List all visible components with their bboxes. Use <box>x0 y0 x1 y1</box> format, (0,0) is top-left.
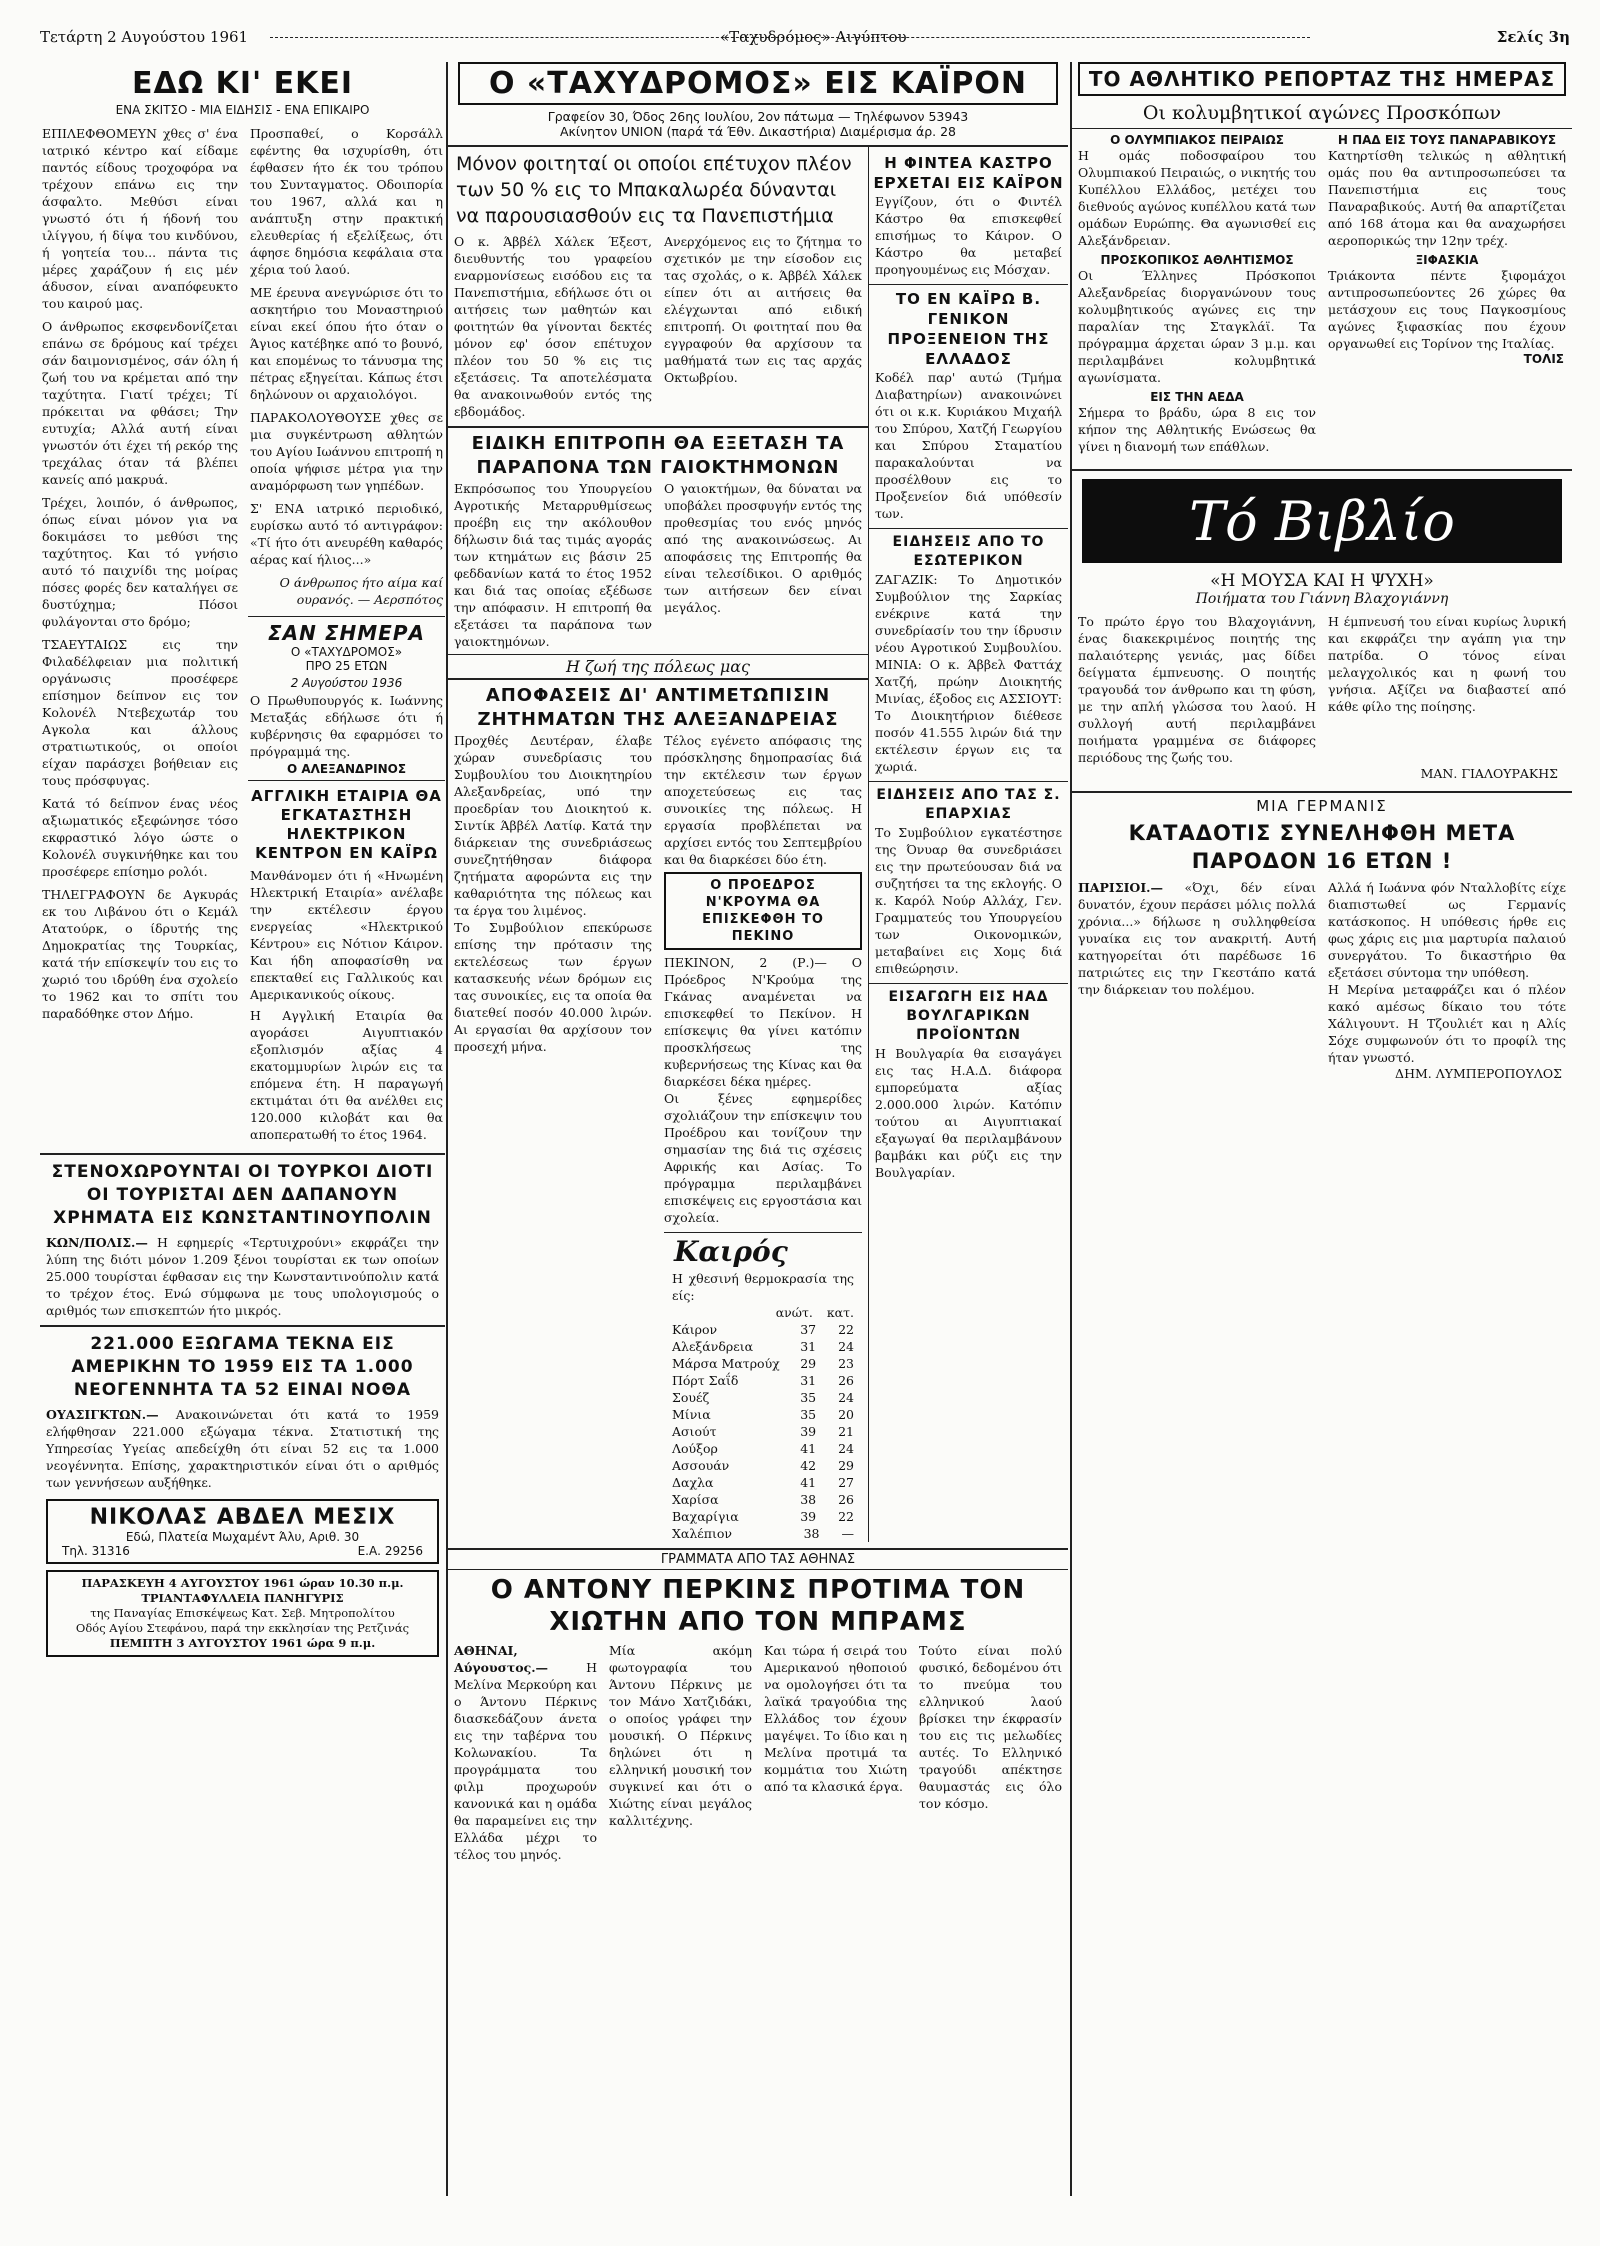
weather-row <box>672 1406 854 1423</box>
weather-values <box>800 1423 854 1440</box>
weather-max: 38 <box>800 1492 817 1507</box>
perkins-col4 <box>913 1642 1068 1863</box>
consul-heading: ΤΟ ΕΝ ΚΑΪΡΩ Β. ΓΕΝΙΚΟΝ ΠΡΟΞΕΝΕΙΟΝ ΤΗΣ ΕΛΛΑΔΟΣ <box>869 284 1068 369</box>
lead-text2: Ανερχόμενος εις το ζήτημα το σχετικόν με την είσοδον εις τας σχολάς, ο κ. Άββέλ Χάλεκ είπεν ότι αι αιτήσεις θα ελέγχωνται από ειδική επιτροπή. Οι φοιτηταί που θα εγγραφούν θα αρχίσουν τα μαθήματά των εις τας αρχάς Οκτωβρίου. <box>664 234 862 385</box>
sec3-text: Τριάκοντα πέντε ξιφομάχοι αντιπροσωπεύοντες 26 χώρες θα μετάσχουν εις τους Παγκοσμίους αγώνες ξιφασκίας που έχουν οργανωθεί εις Τορίνον της Ιταλίας. <box>1328 268 1566 351</box>
weather-max: 39 <box>800 1424 817 1439</box>
book-subtitle: Ποιήματα του Γιάννη Βλαχογιάννη <box>1195 591 1449 607</box>
weather-min: 29 <box>838 1458 854 1473</box>
col1-p5: Κατά τό δείπνον ένας νέος αξιωματικός εξεφώνησε τόσο εκφραστικό λόγο ώστε ο Κολονέλ συγκινήθηκε και του προσέφερε επίσημο ρολόι. <box>42 796 238 879</box>
col2-title: Ο «ΤΑΧΥΔΡΟΜΟΣ» ΕΙΣ ΚΑΪΡΟΝ <box>458 62 1058 105</box>
weather-values <box>800 1389 854 1406</box>
weather-city: Λούξορ <box>672 1441 718 1456</box>
comm-article <box>448 426 868 650</box>
weather-min: 21 <box>838 1424 854 1439</box>
perkins-p1 <box>454 1642 597 1863</box>
weather-intro: Η χθεσινή θερμοκρασία της είς: <box>672 1271 854 1303</box>
weather-city: Ασσουάν <box>672 1458 730 1473</box>
col2-upper <box>448 145 1068 1542</box>
weather-city: Σουέζ <box>672 1390 710 1405</box>
weather-values <box>800 1406 854 1423</box>
prov-text: Το Συμβούλιον εγκατέστησε της Όνυαρ θα συνεδριάσει εις την πρωτεύουσαν διά να συζητήσει τα της εκλογής. Ο κ. Καρόλ Νούρ Αλλάχ, Γεν. Γραμματεύς του Υπουργείου των Οικονομικών, μεταβαίνει εις Χομς διά επιθεώρησιν. <box>875 825 1062 976</box>
sport-body <box>1072 129 1572 455</box>
sport-report-heading: ΤΟ ΑΘΛΗΤΙΚΟ ΡΕΠΟΡΤΑΖ ΤΗΣ ΗΜΕΡΑΣ <box>1078 62 1566 96</box>
event-line1: ΠΑΡΑΣΚΕΥΗ 4 ΑΥΓΟΥΣΤΟΥ 1961 ώραν 10.30 π.μ. <box>81 1576 404 1590</box>
col1-p1: ΕΠΙΛΕΦΘΟΜΕΥΝ χθες σ' ένα ιατρικό κέντρο καί είδαμε παντός είδους τροχοφόρα να τρέχουν επάνω εις την άσφαλτο. Μεθύσι είναι γνωστό ότι ή ήδονή του ιλίγγου, ή δίψα του κινδύνου, ή γοητεία του... πάντα τις μέρες χαράζουν ή εις μέν άδυσον, είναι αναπόφευκτο του καιρού μας. <box>42 126 238 311</box>
sec1b-text: Οι Έλληνες Πρόσκοποι Αλεξανδρείας διοργανώνουν τους κολυμβητικούς αγώνες εις την παραλίαν της Σταγκλάϊ. Τα πρόγραμμα άρχεται ώραν 3 μ.μ. και περιλαμβάνει κολυμβητικά αγωνίσματα. <box>1078 268 1316 385</box>
weather-row <box>672 1474 854 1491</box>
germany-p1 <box>1078 879 1316 998</box>
col1-two-columns <box>40 125 445 1147</box>
weather-row <box>672 1491 854 1508</box>
weather-row <box>672 1423 854 1440</box>
germany-heading: ΚΑΤΑΔΟΤΙΣ ΣΥΝΕΛΗΦΘΗ ΜΕΤΑ ΠΑΡΟΔΟΝ 16 ΕΤΩΝ ! <box>1128 821 1516 873</box>
germany-text3: Η Μερίνα μεταφράζει και ό πλέον κακό αμέσως δίκαιο του τότε Χάλιγουντ. Η Τζουλιέτ και η Αλίς Σόχε συμφωνούν ότι το προφίλ της ήταν γνωστό. <box>1328 982 1566 1065</box>
fintea-heading: Η ΦΙΝΤΕΑ ΚΑΣΤΡΟ ΕΡΧΕΤΑΙ ΕΙΣ ΚΑΪΡΟΝ <box>873 154 1064 192</box>
col1-p9: ΠΑΡΑΚΟΛΟΥΘΟΥΣΕ χθες σε μια συγκέντρωση αθλητών του Αγίου Ιωάννου επιτροπή η οποία ψήφισε μέτρα για την αναμόρφωση των γηπέδων. <box>250 410 443 493</box>
col-a-text: Τέλος εγένετο απόφασις της πρόσκλησης δημοπρασίας διά την εκτέλεσιν των έργων αποχετεύσεως εις τας συνοικίες της πόλεως. Η εργασία προβλέπεται να αρχίσει εντός του Σεπτεμβρίου και θα διαρκέσει δύο έτη. <box>664 733 862 867</box>
perkins-col1 <box>448 1642 603 1863</box>
lead-text: Ο κ. Άββέλ Χάλεκ Έξεστ, διευθυντής του γραφείου εναρμονίσεως εισόδου εις τα Πανεπιστήμια, εδήλωσε ότι οι αιτήσεις των μαθητών και φοιτητών θα γίνονται δεκτές μόνον εφ' όσον επέτυχον πλέον του 50 % εις τις εξετάσεις. Τα αποτελέσματα θα ανακοινωθούν εντός της εβδομάδος. <box>454 234 652 419</box>
today-sub1: Ο «ΤΑΧΥΔΡΟΜΟΣ» <box>290 645 403 659</box>
col1-p11: Ο άνθρωπος ήτο αίμα καί ουρανός. — Αερσπότος <box>279 575 443 607</box>
weather-min: 22 <box>838 1322 854 1337</box>
col1-p8: ΜΕ έρευνα ανεγνώρισε ότι το ασκητήριο του Μοναστηριού είναι εκεί όπου ήτο όταν ο Άγιος κατέβηκε από το βουνό, και επομένως το τάνυσμα της πέτρας εξηγείται. Κάπως έτσι δηλώνουν οι αρχαιολόγοι. <box>250 285 443 402</box>
sec1c-heading: ΕΙΣ ΤΗΝ ΑΕΔΑ <box>1150 390 1244 404</box>
alex-body <box>448 732 868 1542</box>
perkins-col3 <box>758 1642 913 1863</box>
col1-p6: ΤΗΛΕΓΡΑΦΟΥΝ δε Αγκυράς εκ του Λιβάνου ότι ο Κεμάλ Ατατούρκ, ο ίδρυτής της Δημοκρατίας της Τουρκίας, κατά τήν επίσκεψίν του εις το χωριό του ιδρύθη ένα σχολείο το 1962 και το σπίτι του παραδόθηκε στον Δήμο. <box>42 887 238 1021</box>
book-text2: Η έμπνευσή του είναι κυρίως λυρική και εκφράζει την αγάπη για την πατρίδα. Ο τόνος είναι μελαγχολικός και η φωνή του γνήσια. Αξίζει να διαβαστεί από κάθε φίλο της ποίησης. <box>1328 614 1566 714</box>
bulg-heading: ΕΙΣΑΓΩΓΗ ΕΙΣ ΗΑΔ ΒΟΥΛΓΑΡΙΚΩΝ ΠΡΟΪΟΝΤΩΝ <box>869 983 1068 1045</box>
germany-left <box>1072 879 1322 1066</box>
col1-p10: Σ' ΕΝΑ ιατρικό περιοδικό, ευρίσκω αυτό τό αντιγράφον: «Τί ήτο ότι ανευρέθη καθαρός αέρας καί ήλιος...» <box>250 501 443 567</box>
prov-heading: ΕΙΔΗΣΕΙΣ ΑΠΟ ΤΑΣ Σ. ΕΠΑΡΧΙΑΣ <box>869 781 1068 824</box>
weather-city: Χαρίσα <box>672 1492 719 1507</box>
perkins-text3: Και τώρα ή σειρά του Αμερικανού ηθοποιού να ομολογήσει ότι τα λαϊκά τραγούδια της Ελλάδος τον έχουν μαγέψει. Το ίδιο και η Μελίνα προτιμά τα κομμάτια του Χιώτη από τα κλασικά έργα. <box>764 1643 907 1794</box>
weather-row <box>672 1321 854 1338</box>
weather-values <box>800 1508 854 1525</box>
tourists-heading: ΣΤΕΝΟΧΩΡΟΥΝΤΑΙ ΟΙ ΤΟΥΡΚΟΙ ΔΙΟΤΙ ΟΙ ΤΟΥΡΙΣΤΑΙ ΔΕΝ ΔΑΠΑΝΟΥΝ ΧΡΗΜΑΤΑ ΕΙΣ ΚΩΝΣΤΑΝΤΙΝΟΥΠΟΛΙΝ <box>51 1162 434 1228</box>
weather-header-row <box>672 1304 854 1321</box>
bulg-text: Η Βουλγαρία θα εισαγάγει εις τας Η.Α.Δ. διάφορα εμπορεύματα αξίας 2.000.000 λιρών. Κατόπιν τούτου αι Αιγυπτιακαί εξαγωγαί θα περιλαμβάνουν βαμβάκι και ρύζι εις την Βουλγαρίαν. <box>875 1046 1062 1180</box>
weather-city: Βαχαρίγια <box>672 1509 739 1524</box>
fintea-text: Εγγίζουν, ότι ο Φιντέλ Κάστρο θα επισκεφθεί επισήμως το Κάιρον. Ο Κάστρο θα μεταβεί προηγουμένως εις Μόσχαν. <box>875 194 1062 277</box>
perkins-col2 <box>603 1642 758 1863</box>
weather-row <box>672 1372 854 1389</box>
col2-upper-right <box>869 147 1068 1542</box>
event-line4: Οδός Αγίου Στεφάνου, παρά την εκκλησίαν της Ρετζινάς <box>75 1621 410 1635</box>
event-line5: ΠΕΜΠΤΗ 3 ΑΥΓΟΥΣΤΟΥ 1961 ώρα 9 π.μ. <box>109 1636 376 1650</box>
weather-min: 24 <box>838 1339 854 1354</box>
book-text: Το πρώτο έργο του Βλαχογιάννη, ένας διακεκριμένος ποιητής της παλαιότερης γενιάς, μας δίδει δείγματα έμπνευσης. Ο ποιητής τραγουδά τον άνθρωπο και τη φύση, με την απλή γλώσσα του λαού. Η συλλογή αυτή περιλαμβάνει ποιήματα γραμμένα σε διάφορες περιόδους της ζωής του. <box>1078 614 1316 765</box>
weather-min: 23 <box>838 1356 854 1371</box>
germany-place: ΠΑΡΙΣΙΟΙ.— <box>1078 880 1164 895</box>
header-paper-name: «Ταχυδρόμος» Αιγύπτου <box>720 28 907 46</box>
weather-max: 38 <box>803 1526 820 1541</box>
nkrumah-heading: Ο ΠΡΟΕΔΡΟΣ Ν'ΚΡΟΥΜΑ ΘΑ ΕΠΙΣΚΕΦΘΗ ΤΟ ΠΕΚΙΝΟ <box>664 872 862 950</box>
alex-text: Προχθές Δευτέραν, έλαβε χώραν συνεδρίασις του Συμβουλίου του Διοικητηρίου Αλεξανδρείας, υπό την προεδρίαν του Διοικητού κ. Σιντίκ Άββέλ Λατίφ. Κατά την διάρκειαν της συνεδριάσεως συνεζητήθησαν διάφορα ζητήματα αφορώντα εις την καθαριότητα της πόλεως και τα έργα του λιμένος. <box>454 733 652 918</box>
weather-values <box>800 1457 854 1474</box>
comm-text: Εκπρόσωπος του Υπουργείου Αγροτικής Μεταρρυθμίσεως προέβη εις την ακόλουθον δήλωσιν διά τας τιμάς αγοράς των κτημάτων εις βάσιν 25 φεδδανίων κατά το έτος 1952 και διά τας οποίας εξέδωσε την απόφασιν. Η επιτροπή θα εξετάσει τα παράπονα των γαιοκτημόνων. <box>454 481 652 649</box>
header-page-number: Σελίς 3η <box>1496 28 1570 46</box>
perkins-text: Η Μελίνα Μερκούρη και ο Άντονυ Πέρκινς διασκεδάζουν άνετα εις την ταβέρνα του Κολωνακίου. Τα προγράμματα του φιλμ προχωρούν κανονικά και η ομάδα θα παραμείνει εις την Ελλάδα μέχρι το τέλος του μηνός. <box>454 1660 597 1862</box>
weather-min: — <box>841 1526 854 1541</box>
sec1b-heading: ΠΡΟΣΚΟΠΙΚΟΣ ΑΘΛΗΤΙΣΜΟΣ <box>1100 253 1294 267</box>
tourists-place: ΚΩΝ/ΠΟΛΙΣ.— <box>46 1235 148 1250</box>
alex-heading: ΑΠΟΦΑΣΕΙΣ ΔΙ' ΑΝΤΙΜΕΤΩΠΙΣΙΝ ΖΗΤΗΜΑΤΩΝ ΤΗΣ ΑΛΕΞΑΝΔΡΕΙΑΣ <box>477 685 839 730</box>
weather-row <box>672 1440 854 1457</box>
germany-right <box>1322 879 1572 1066</box>
weather-values <box>800 1474 854 1491</box>
tourists-text: Η εφημερίς «Τερτυιχρούνι» εκφράζει την λύπη της διότι μόνον 1.209 ξένοι τουρίσται εκ των οποίων 25.000 τουρίσται έφθασαν εις την Κωνσταντινούπολιν κατά το τρέχον έτος. Ενώ σύμφωνα με τους υπολογισμούς ο αριθμός των επισκεπτών ήτο μικρός. <box>46 1235 439 1318</box>
col1-subtitle: ΕΝΑ ΣΚΙΤΣΟ - ΜΙΑ ΕΙΔΗΣΙΣ - ΕΝΑ ΕΠΙΚΑΙΡΟ <box>115 103 370 117</box>
weather-values <box>800 1338 854 1355</box>
weather-max: 39 <box>800 1509 817 1524</box>
weather-min: 22 <box>838 1509 854 1524</box>
perkins-body <box>448 1642 1068 1863</box>
sec2-text: Κατηρτίσθη τελικώς η αθλητική ομάς που θα αντιπροσωπεύσει τα Πανεπιστήμια εις τους Παναραβικούς. Αυτή θα απαρτίζεται από 168 άτομα και θα αναχωρήσει αεροπορικώς την 12ην τρέχ. <box>1328 148 1566 248</box>
perkins-article <box>448 1548 1068 1863</box>
sec1-heading: Ο ΟΛΥΜΠΙΑΚΟΣ ΠΕΙΡΑΙΩΣ <box>1110 133 1284 147</box>
lead-heading: Μόνον φοιτηταί οι οποίοι επέτυχον πλέον των 50 % εις το Μπακαλωρέα δύνανται να παρουσιασθούν εις τα Πανεπιστήμια <box>456 153 852 227</box>
sec2-heading: Η ΠΑΔ ΕΙΣ ΤΟΥΣ ΠΑΝΑΡΑΒΙΚΟΥΣ <box>1337 133 1557 147</box>
company-heading: ΑΓΓΛΙΚΗ ΕΤΑΙΡΙΑ ΘΑ ΕΓΚΑΤΑΣΤΗΣΗ ΗΛΕΚΤΡΙΚΟΝ ΚΕΝΤΡΟΝ ΕΝ ΚΑΪΡΩ <box>251 787 442 862</box>
comm-text2: Ο γαιοκτήμων, θα δύναται να υποβάλει προσφυγήν εντός της προθεσμίας του ενός μηνός από της ανακοινώσεως. Αι αποφάσεις της Επιτροπής θα είναι τελεσίδικοι. Ο αριθμός των αιτήσεων δεν είναι μεγάλος. <box>664 481 862 615</box>
lead-body <box>448 233 868 420</box>
weather-min: 26 <box>838 1373 854 1388</box>
germany-article <box>1072 791 1572 1081</box>
sec1c-text: Σήμερα το βράδυ, ώρα 8 εις τον κήπον της Αθλητικής Ενώσεως θα γίνει η διανομή των επάθλων. <box>1078 405 1316 454</box>
office-line1: Γραφείον 30, Όδος 26ης Ιουλίου, 2ον πάτωμα — Τηλέφωνον 53943 <box>547 109 969 124</box>
book-banner: Τό Βιβλίο <box>1082 479 1562 563</box>
office-line2: Ακίνητον UNION (παρά τά Έθν. Δικαστήρια) Διαμέρισμα άρ. 28 <box>560 124 956 139</box>
weather-row <box>672 1338 854 1355</box>
today-box <box>248 616 445 781</box>
perkins-heading: Ο ΑΝΤΟΝΥ ΠΕΡΚΙΝΣ ΠΡΟΤΙΜΑ ΤΟΝ ΧΙΩΤΗΝ ΑΠΟ ΤΟΝ ΜΠΡΑΜΣ <box>490 1575 1026 1637</box>
births-body <box>46 1406 439 1491</box>
city-life-label: Η ζωή της πόλεως μας <box>448 654 868 678</box>
alex-text2: Το Συμβούλιον επεκύρωσε επίσης την πρότασιν της εκτελέσεως των έργων κατασκευής νέων δρόμων εις τας συνοικίες, εις τα οποία θα διατεθεί ποσόν 40.000 λιρών. Αι εργασίαι θα αρχίσουν τον προσεχή μήνα. <box>454 920 652 1054</box>
page-header <box>40 24 1570 54</box>
weather-min: 26 <box>838 1492 854 1507</box>
perkins-place: ΑΘΗΝΑΙ, Αύγουστος.— <box>454 1643 549 1675</box>
event-line2: ΤΡΙΑΝΤΑΦΥΛΛΕΙΑ ΠΑΝΗΓΥΡΙΣ <box>141 1591 344 1605</box>
weather-max: 41 <box>800 1475 817 1490</box>
mesih-tel-row <box>52 1544 433 1558</box>
weather-box <box>664 1232 862 1542</box>
col2-upper-left <box>448 147 869 1542</box>
alex-article <box>448 678 868 1542</box>
comm-body <box>448 480 868 650</box>
weather-values <box>800 1355 854 1372</box>
weather-city: Αλεξάνδρεια <box>672 1339 754 1354</box>
weather-max: 41 <box>800 1441 817 1456</box>
col1-p4: ΤΣΑΕΥΤΑΙΩΣ εις την Φιλαδέλφειαν μια πολιτική οργάνωσις προσέφερε επίσημον δείπνον εις τον Κολονέλ Ντεβεχωτάρ του Αγκολα και άλλους στρατιωτικούς, οι οποίοι είχαν παράσχει βοήθειαν εις τους πρόσφυγας. <box>42 637 238 788</box>
weather-city: Δαχλα <box>672 1475 714 1490</box>
col1-title: ΕΔΩ ΚΙ' ΕΚΕΙ <box>131 66 354 101</box>
germany-text2: Αλλά ή Ιωάννα φόν Νταλλοβίτς είχε διαπιστωθεί ως Γερμανίς κατάσκοπος. Η υπόθεσις ήρθε εις φως χάρις εις μια μαρτυρία παλαιού συνεργάτου. Το δικαστήριο θα εξετάσει σύντομα την υπόθεση. <box>1328 880 1566 980</box>
col1-right-sub <box>248 125 445 1147</box>
sec1-text: Η ομάς ποδοσφαίρου του Ολυμπιακού Πειραιώς, ο νικητής του Κυπέλλου Ελλάδος, μετέχει του διεθνούς αγώνος κυπέλλου κατά των ομάδων Ευρώπης. Θα αγωνισθεί εις Αλεξάνδρειαν. <box>1078 148 1316 248</box>
col1-p2: Ο άνθρωπος εκσφενδονίζεται επάνω σε δρόμους καί τρέχει σάν δαιμονισμένος, σάν όλη ή ζωή του να κρέμεται από την ταχύτητα. Γιατί τρέχει; Τί πρόκειται να φθάσει; Την ευτυχία; Αλλά αυτή είναι γνωστόν ότι έχει τή ρεκόρ της τρεχάλας όταν τά βλέπει κανείς από μακρυά. <box>42 319 238 487</box>
weather-values <box>800 1321 854 1338</box>
foreign-text: ΖΑΓΑΖΙΚ: Το Δημοτικόν Συμβούλιον της Σαρκίας ενέκρινε κατά την συνεδρίασίν του την ίδρυσιν νέου Αγροτικού Συμβουλίου. ΜΙΝΙΑ: Ο κ. Άββελ Φαττάχ Χατζή, πρώην Διοικητής Μινίας, έξοδος εις ΑΣΣΙΟΥΤ: Το Διοικητήριον διέθεσε ποσόν 41.555 λιρών διά την εκτέλεσιν έργων εις τα χωριά. <box>875 572 1062 774</box>
book-title: «Η ΜΟΥΣΑ ΚΑΙ Η ΨΥΧΗ» <box>1210 571 1434 591</box>
today-date: 2 Αυγούστου 1936 <box>290 676 403 690</box>
tourists-body <box>46 1234 439 1319</box>
event-line3: της Παναγίας Επισκέψεως Κατ. Σεβ. Μητροπολίτου <box>90 1606 395 1620</box>
col1-p7: Προσπαθεί, ο Κορσάλλ εφέντης θα ισχυρίσθη, ότι έφθασεν ήτο έκ του τρόπου του Συνταγματος. Οδοιπορία του 1967, αλλά και η ανάπτυξη στην πρακτική ελευθερίας ή εξελίξεως, ότι άφησε δημόσια κεφάλαια στα χέρια τού λαού. <box>250 126 443 277</box>
weather-row <box>672 1389 854 1406</box>
column-right <box>1072 62 1572 2202</box>
weather-min: 27 <box>838 1475 854 1490</box>
event-advert <box>46 1570 439 1657</box>
weather-head-min: κατ. <box>826 1305 854 1320</box>
weather-max: 35 <box>800 1390 817 1405</box>
weather-row <box>672 1355 854 1372</box>
weather-title: Καιρός <box>674 1235 788 1268</box>
weather-city: Μάρσα Ματρούχ <box>672 1356 780 1371</box>
births-text: Ανακοινώνεται ότι κατά το 1959 ελήφθησαν 221.000 εξώγαμα τέκνα. Στατιστική της Υπηρεσίας Υγείας απεδείχθη ότι είναι 52 εις τα 1.000 νεογέννητα. Επίσης, χαρακτηριστικόν είναι ότι ο αριθμός των γεννήσεων αυξήθηκε. <box>46 1407 440 1490</box>
mesih-tel: Τηλ. 31316 <box>62 1544 130 1558</box>
consul-text: Κοδέλ παρ' αυτώ (Τμήμα Διαβατηρίων) ανακοινώνει ότι οι κ.κ. Κυριάκου Μιχαήλ του Σπύρου, Χατζή Γεωργίου και Σπύρου Σταματίου παρακαλούνται να προσέλθουν εις το Προξενείον διά υπόθεσίν των. <box>875 370 1062 521</box>
germany-body <box>1072 879 1572 1066</box>
header-date: Τετάρτη 2 Αυγούστου 1961 <box>40 28 249 46</box>
births-heading: 221.000 ΕΞΩΓΑΜΑ ΤΕΚΝΑ ΕΙΣ ΑΜΕΡΙΚΗΝ ΤΟ 1959 ΕΙΣ ΤΑ 1.000 ΝΕΟΓΕΝΝΗΤΑ ΤΑ 52 ΕΙΝΑΙ ΝΟΘΑ <box>71 1334 414 1400</box>
mesih-advert <box>46 1499 439 1564</box>
book-body <box>1072 613 1572 766</box>
sec3-sign: ΤΟΛΙΣ <box>1523 352 1564 366</box>
column-middle <box>448 62 1068 2202</box>
weather-city: Μίνια <box>672 1407 711 1422</box>
tourists-article <box>40 1153 445 1319</box>
germany-kicker: ΜΙΑ ΓΕΡΜΑΝΙΣ <box>1256 797 1388 815</box>
book-section <box>1072 469 1572 781</box>
letters-kicker: ΓΡΑΜΜΑΤΑ ΑΠΟ ΤΑΣ ΑΘΗΝΑΣ <box>448 1550 1068 1570</box>
births-article <box>40 1325 445 1491</box>
comm-heading: ΕΙΔΙΚΗ ΕΠΙΤΡΟΠΗ ΘΑ ΕΞΕΤΑΣΗ ΤΑ ΠΑΡΑΠΟΝΑ ΤΩΝ ΓΑΙΟΚΤΗΜΟΝΩΝ <box>471 433 845 478</box>
weather-city: Πόρτ Σαΐδ <box>672 1373 739 1388</box>
alex-left <box>448 732 658 1542</box>
weather-min: 24 <box>838 1441 854 1456</box>
weather-min: 20 <box>838 1407 854 1422</box>
mesih-addr: Εδώ, Πλατεία Μωχαμέντ Άλυ, Αριθ. 30 <box>125 1530 360 1544</box>
weather-table <box>664 1321 862 1542</box>
weather-max: 37 <box>800 1322 817 1337</box>
weather-head-max: ανώτ. <box>775 1305 813 1320</box>
company-text2: Η Αγγλική Εταιρία θα αγοράσει Αιγυπτιακόν εξοπλισμόν αξίας 4 εκατομμυρίων λιρών εις τα επόμενα έτη. Η παραγωγή εκτιμάται ότι θα ανέλθει εις 120.000 κιλοβάτ και θα αποπερατωθή το έτος 1964. <box>250 1008 443 1142</box>
weather-values <box>804 1525 854 1542</box>
nkrumah-text: ΠΕΚΙΝΟΝ, 2 (Ρ.)— Ο Πρόεδρος Ν'Κρούμα της Γκάνας αναμένεται να επισκεφθεί το Πεκίνον. Η επίσκεψις θα γίνει κατόπιν προσκλήσεως της κυβερνήσεως της Κίνας και θα διαρκέσει δέκα ημέρες. <box>664 955 862 1089</box>
col1-p3: Τρέχει, λοιπόν, ό άνθρωπος, όπως είναι μόνον για να δοκιμάσει το μεθύσι της ταχύτητος. Και τό γνήσιο αυτό τό παιχνίδι της μοίρας πόσες φορές δεν καταλήγει σε δυστύχημα; Πόσοι φυλάγονται στο δρόμο; <box>42 495 238 629</box>
births-place: ΟΥΑΣΙΓΚΤΩΝ.— <box>46 1407 159 1422</box>
book-sign: ΜΑΝ. ΓΙΑΛΟΥΡΑΚΗΣ <box>1420 766 1558 781</box>
perkins-text2: Μία ακόμη φωτογραφία του Άντονυ Πέρκινς με τον Μάνο Χατζιδάκι, ο οποίος γράφει την μουσική. Ο Πέρκινς δηλώνει ότι η ελληνική μουσική τον συγκινεί και ότι ο Χιώτης είναι μεγάλος καλλιτέχνης. <box>609 1643 752 1828</box>
company-text: Μανθάνομεν ότι ή «Ηνωμένη Ηλεκτρική Εταιρία» ανέλαβε την εκτέλεσιν έργου ενεργείας «Ηλεκτρικού Κέντρου» εις Νότιον Κάιρον. Και ήδη αποφασίσθη να επεκταθεί εις Γαλλικούς και Αμερικανικούς οίκους. <box>250 868 443 1002</box>
weather-values <box>800 1372 854 1389</box>
foreign-heading: ΕΙΔΗΣΕΙΣ ΑΠΟ ΤΟ ΕΣΩΤΕΡΙΚΟΝ <box>869 528 1068 571</box>
weather-city: Ασιούτ <box>672 1424 717 1439</box>
mesih-name: ΝΙΚΟΛΑΣ ΑΒΔΕΛ ΜΕΣΙΧ <box>89 1505 396 1530</box>
weather-values <box>800 1440 854 1457</box>
col-b-text: Οι ξένες εφημερίδες σχολιάζουν την επίσκεψιν του Προέδρου και τονίζουν την σημασίαν της διά τις σχέσεις Αφρικής και Ασίας. Το πρόγραμμα περιλαμβάνει επισκέψεις εις εργοστάσια και σχολεία. <box>664 1091 862 1225</box>
today-sign: Ο ΑΛΕΞΑΝΔΡΙΝΟΣ <box>286 762 407 776</box>
perkins-text4: Τούτο είναι πολύ φυσικό, δεδομένου ότι το πνεύμα του ελληνικού λαού βρίσκει την έκφρασίν του εις τις μελωδίες αυτές. Το Ελληνικό τραγούδι απέκτησε θαυμαστάς εις όλο τον κόσμο. <box>919 1643 1062 1811</box>
column-left <box>40 62 445 2202</box>
weather-min: 24 <box>838 1390 854 1405</box>
weather-max: 31 <box>800 1339 817 1354</box>
today-title: ΣΑΝ ΣΗΜΕΡΑ <box>268 621 425 645</box>
closing-sign: ΔΗΜ. ΛΥΜΠΕΡΟΠΟΥΛΟΣ <box>1395 1066 1562 1081</box>
weather-city: Χαλέπιον <box>672 1526 732 1541</box>
weather-row <box>672 1457 854 1474</box>
weather-values <box>800 1491 854 1508</box>
germany-text: «Όχι, δέν είναι δυνατόν, έχουν περάσει μόλις πολλά χρόνια...» δήλωσε η συλληφθείσα γυναίκα εις τον ανακριτή. Αυτή κατηγορείται ότι παρέδωσε 16 πατριώτες εις την Γκεστάπο κατά την διάρκειαν του πολέμου. <box>1078 880 1316 997</box>
weather-max: 42 <box>800 1458 817 1473</box>
weather-row <box>672 1508 854 1525</box>
weather-row <box>672 1525 854 1542</box>
weather-city: Κάιρον <box>672 1322 718 1337</box>
sec3-heading: ΞΙΦΑΣΚΙΑ <box>1415 253 1479 267</box>
sport-left <box>1072 129 1322 455</box>
weather-max: 35 <box>800 1407 817 1422</box>
swim-heading: Οι κολυμβητικοί αγώνες Προσκόπων <box>1072 96 1572 129</box>
col1-left-sub <box>40 125 240 1147</box>
weather-max: 29 <box>800 1356 817 1371</box>
weather-max: 31 <box>800 1373 817 1388</box>
today-text: Ο Πρωθυπουργός κ. Ιωάννης Μεταξάς εδήλωσε ότι ή κυβέρνησις θα εφαρμόσει το πρόγραμμά της. <box>250 693 443 759</box>
alex-right <box>658 732 868 1542</box>
today-sub2: ΠΡΟ 25 ΕΤΩΝ <box>305 659 388 673</box>
mesih-tel2: Ε.Α. 29256 <box>357 1544 423 1558</box>
sport-right <box>1322 129 1572 455</box>
